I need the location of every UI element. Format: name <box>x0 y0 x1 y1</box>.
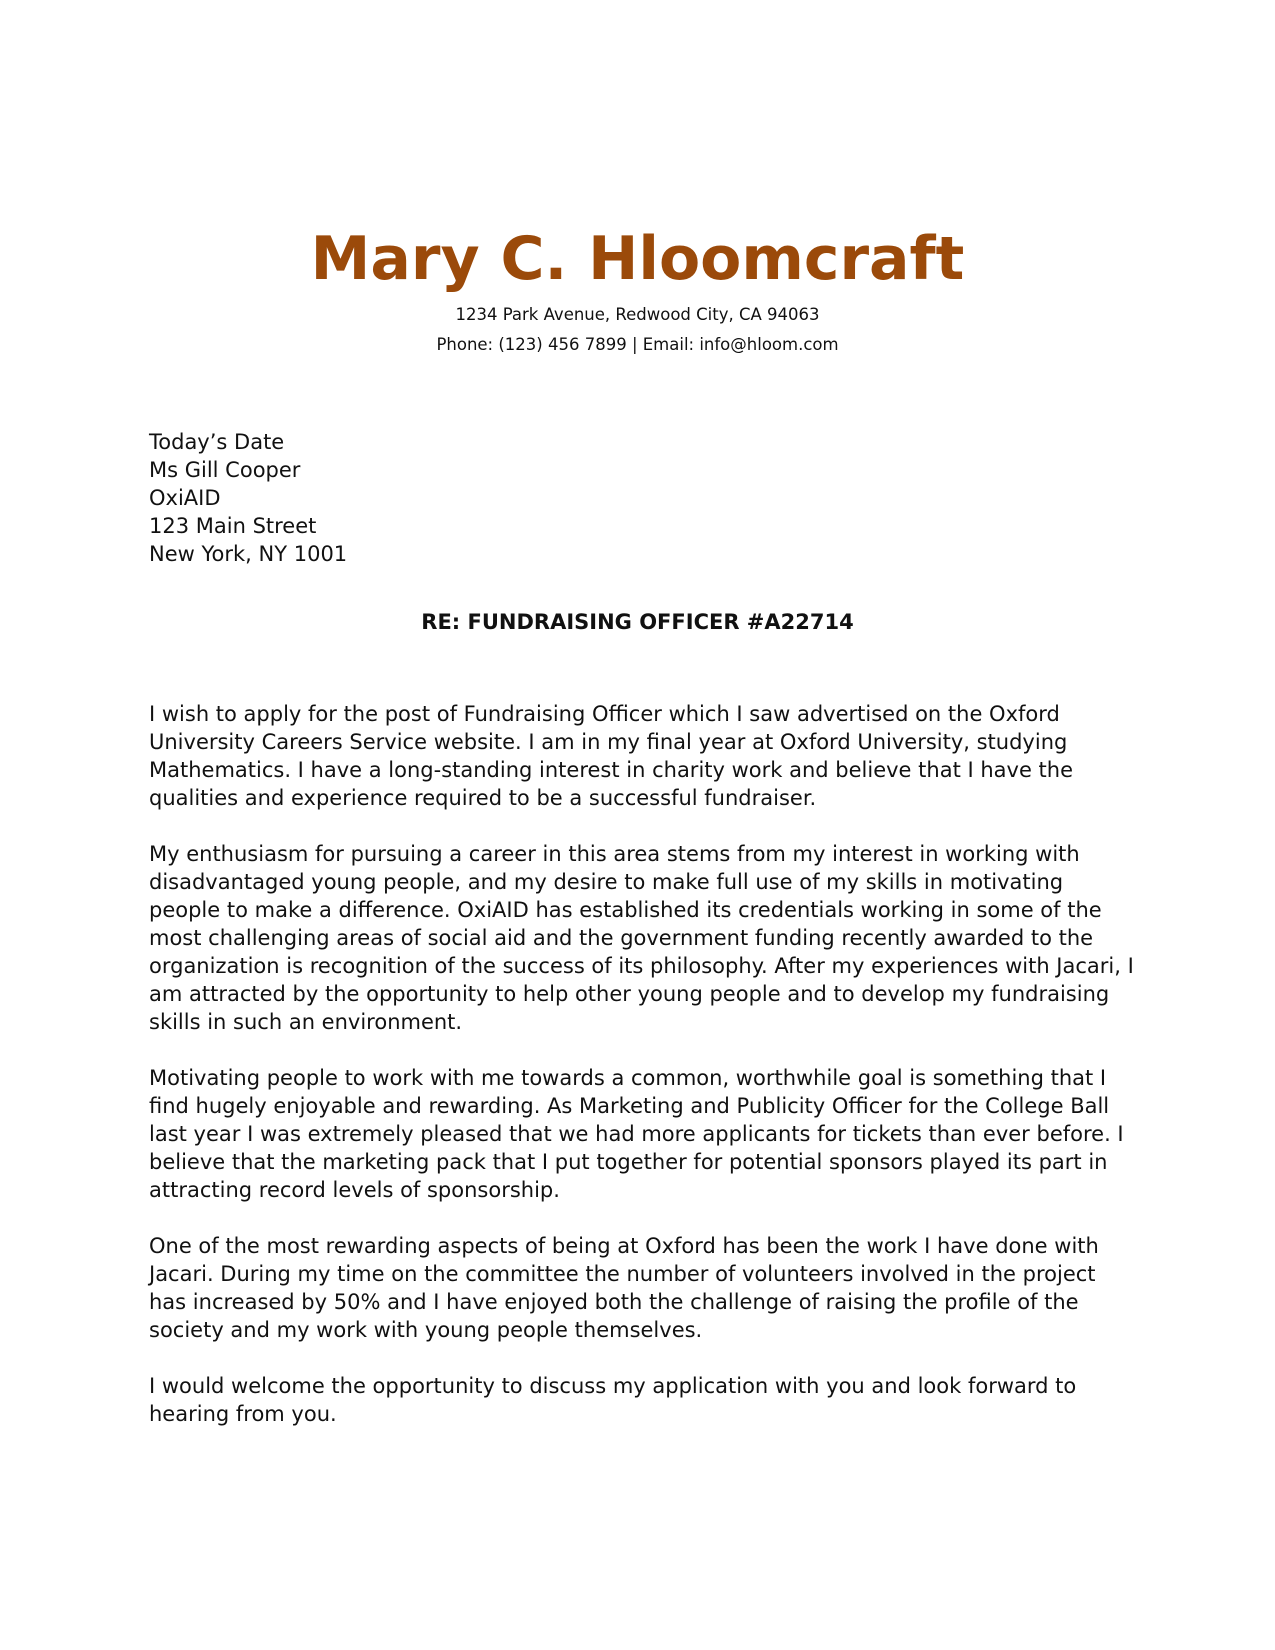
sender-contact: Phone: (123) 456 7899 | Email: info@hloom.com <box>436 335 839 354</box>
letter-body <box>149 700 1137 1456</box>
recipient-street: 123 Main Street <box>149 514 317 538</box>
recipient-name: Ms Gill Cooper <box>149 458 301 482</box>
recipient-company: OxiAID <box>149 486 221 510</box>
paragraph: One of the most rewarding aspects of being at Oxford has been the work I have done with Jacari. During my time on the committee the number of volunteers involved in the project has increased by 50% and I have enjoyed both the challenge of raising the profile of the society and my work with young people themselves. <box>149 1234 1099 1342</box>
paragraph: I would welcome the opportunity to discuss my application with you and look forward to hearing from you. <box>149 1374 1077 1426</box>
paragraph: My enthusiasm for pursuing a career in this area stems from my interest in working with disadvantaged young people, and my desire to make full use of my skills in motivating people to make a difference. OxiAID has established its credentials working in some of the most challenging areas of social aid and the government funding recently awarded to the organization is recognition of the success of its philosophy. After my experiences with Jacari, I am attracted by the opportunity to help other young people and to develop my fundraising skills in such an environment. <box>149 842 1134 1034</box>
recipient-block <box>149 428 347 568</box>
recipient-city: New York, NY 1001 <box>149 542 348 566</box>
subject-line: RE: FUNDRAISING OFFICER #A22714 <box>421 610 854 634</box>
paragraph: I wish to apply for the post of Fundraising Officer which I saw advertised on the Oxford University Careers Service website. I am in my final year at Oxford University, studying Mathematics. I have a long-standing interest in charity work and believe that I have the qualities and experience required to be a successful fundraiser. <box>149 702 1074 810</box>
paragraph: Motivating people to work with me towards a common, worthwhile goal is something that I find hugely enjoyable and rewarding. As Marketing and Publicity Officer for the College Ball last year I was extremely pleased that we had more applicants for tickets than ever before. I believe that the marketing pack that I put together for potential sponsors played its part in attracting record levels of sponsorship. <box>149 1066 1124 1202</box>
letterhead <box>0 222 1275 360</box>
letter-date: Today’s Date <box>149 430 285 454</box>
sender-name: Mary C. Hloomcraft <box>310 224 965 294</box>
sender-address: 1234 Park Avenue, Redwood City, CA 94063 <box>455 305 820 324</box>
